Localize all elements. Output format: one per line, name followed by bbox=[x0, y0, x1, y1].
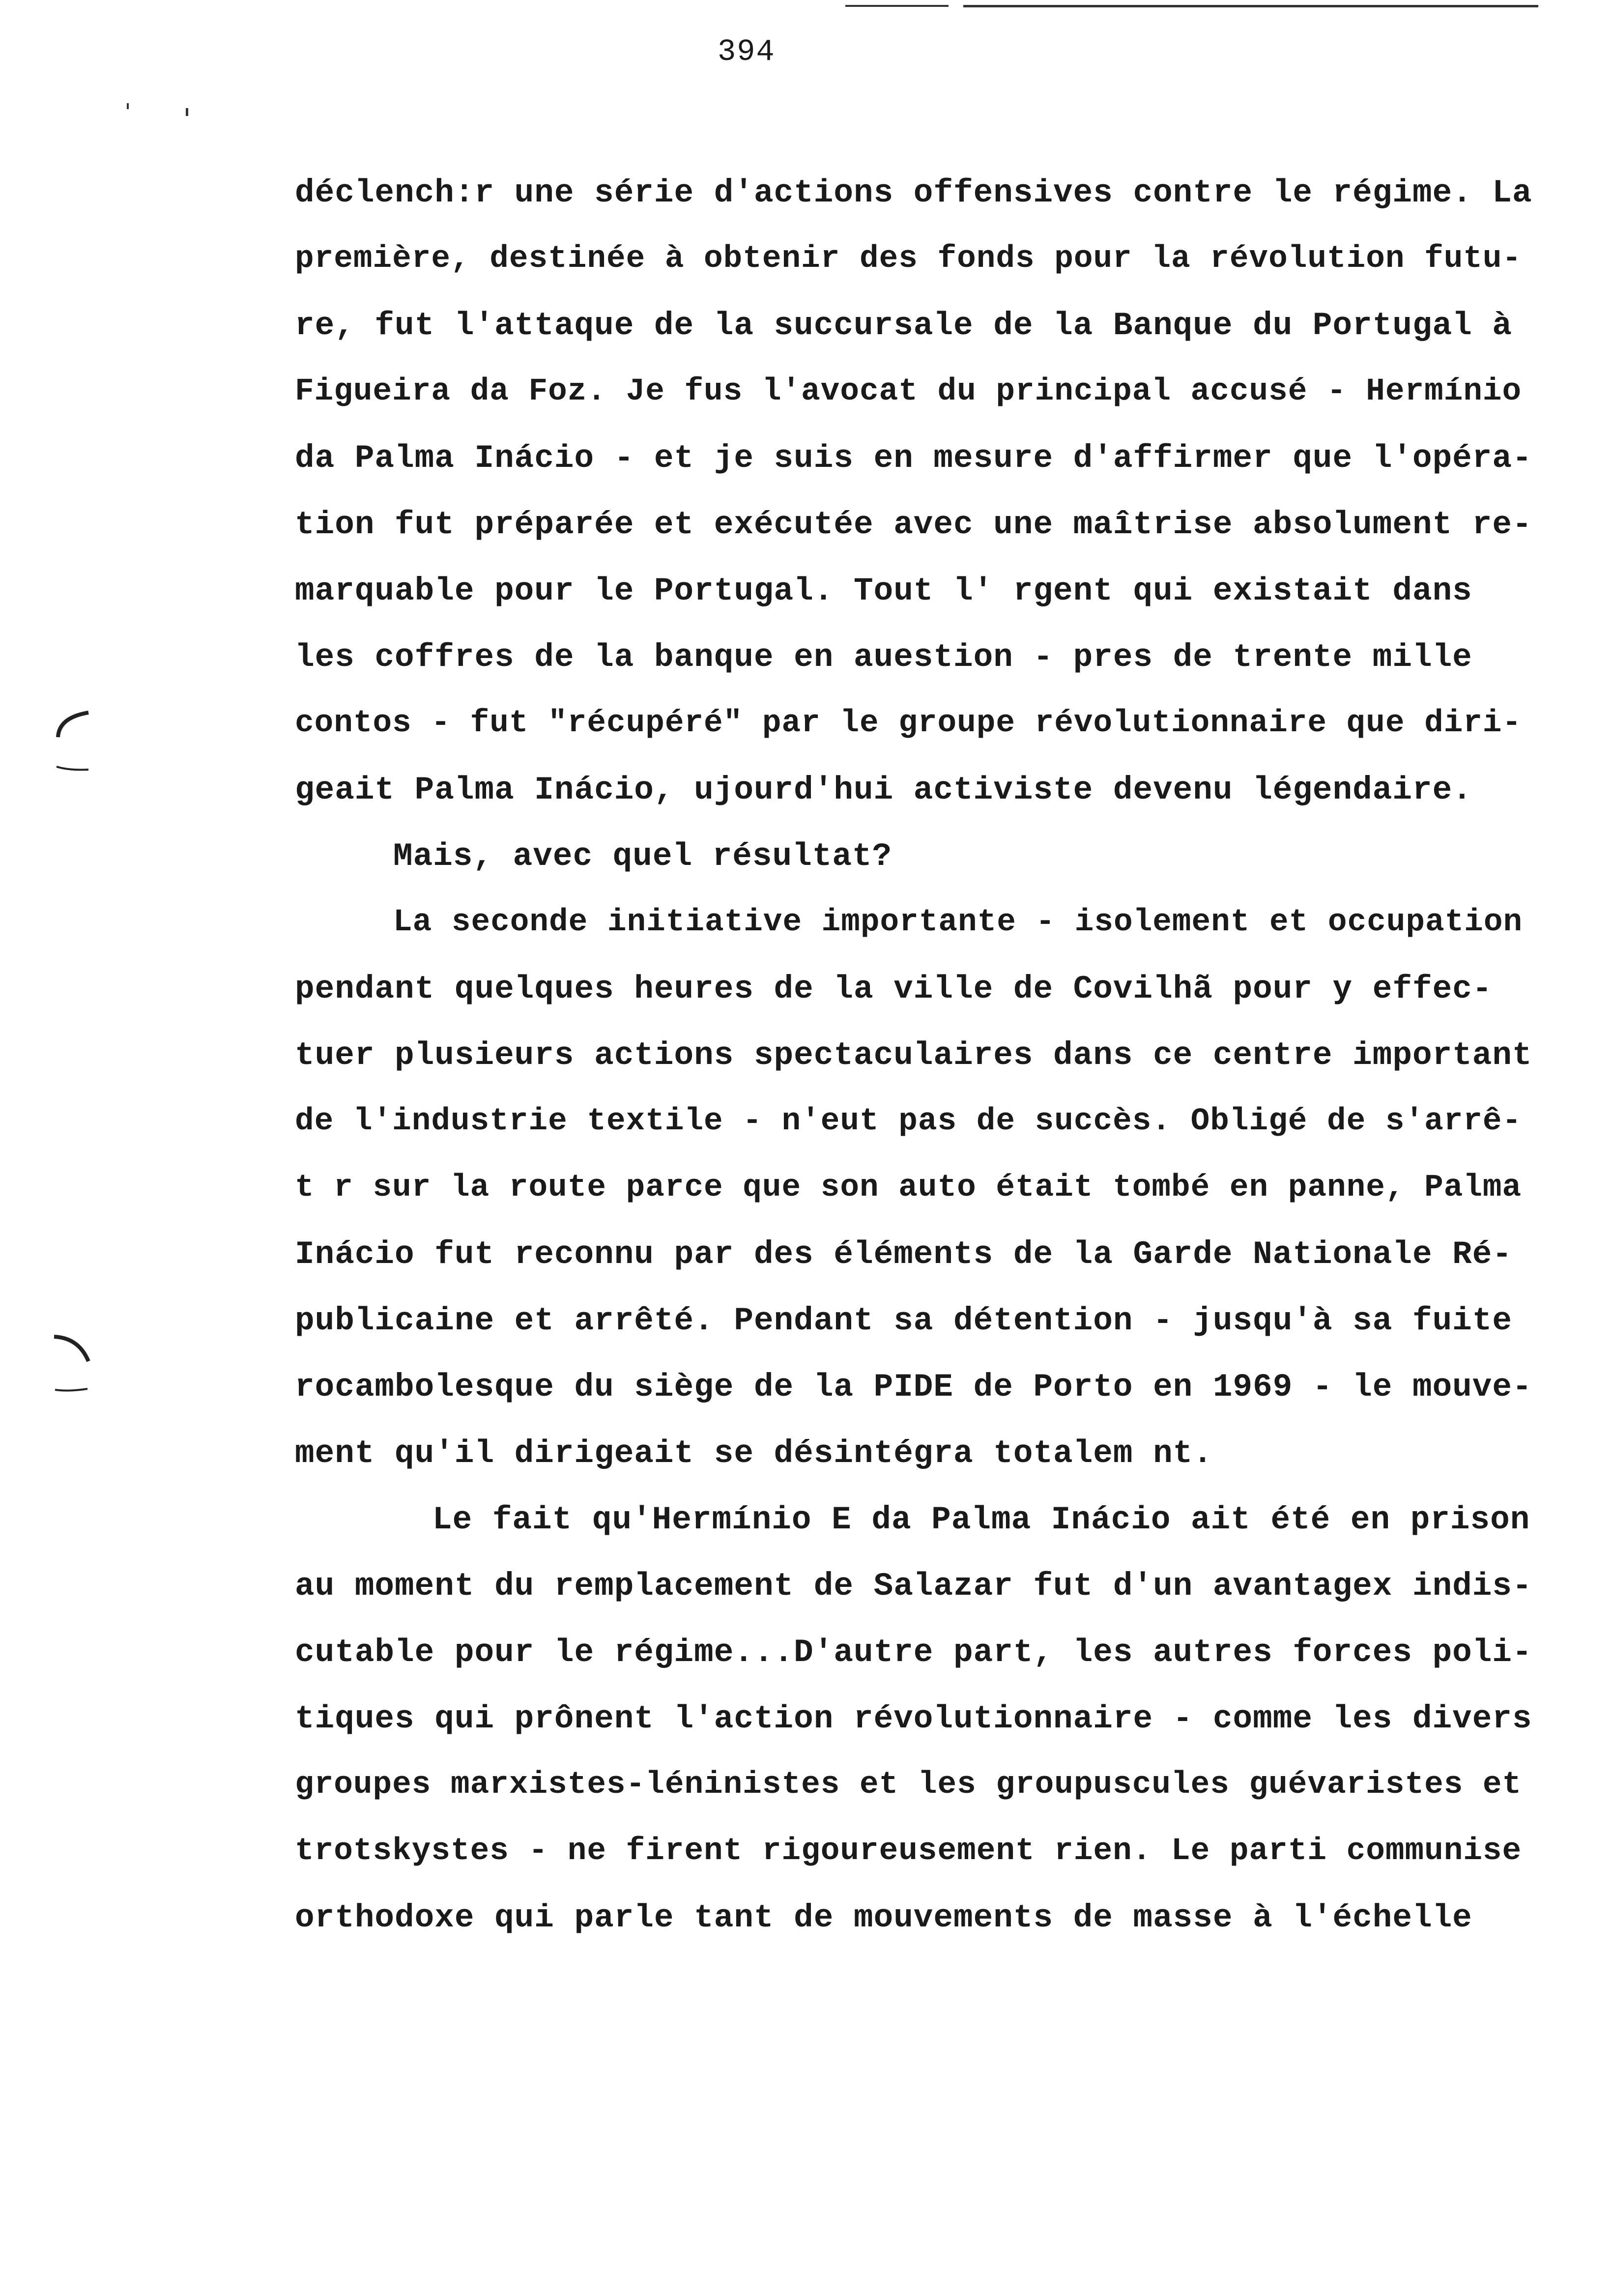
text-line: Le fait qu'Hermínio E da Palma Inácio ait été en prison bbox=[432, 1501, 1530, 1538]
text-line: cutable pour le régime...D'autre part, les autres forces poli- bbox=[295, 1634, 1532, 1671]
margin-bracket-mark bbox=[49, 708, 93, 776]
margin-bracket-mark bbox=[49, 1327, 93, 1396]
top-rule-right bbox=[963, 5, 1538, 7]
text-line: tion fut préparée et exécutée avec une maîtrise absolument re- bbox=[295, 506, 1532, 543]
text-line: tiques qui prônent l'action révolutionnaire - comme les divers bbox=[295, 1700, 1532, 1737]
text-line: trotskystes - ne firent rigoureusement rien. Le parti communise bbox=[295, 1833, 1522, 1869]
text-line: déclench:r une série d'actions offensives contre le régime. La bbox=[295, 174, 1532, 211]
text-line: première, destinée à obtenir des fonds pour la révolution futu- bbox=[295, 241, 1522, 277]
text-line: rocambolesque du siège de la PIDE de Porto en 1969 - le mouve- bbox=[295, 1369, 1532, 1406]
text-line: ment qu'il dirigeait se désintégra totalem nt. bbox=[295, 1435, 1213, 1472]
page-number: 394 bbox=[718, 34, 776, 69]
text-line: groupes marxistes-léninistes et les groupuscules guévaristes et bbox=[295, 1767, 1522, 1803]
text-line: Mais, avec quel résultat? bbox=[393, 838, 892, 875]
text-line: contos - fut "récupéré" par le groupe révolutionnaire que diri- bbox=[295, 705, 1522, 741]
text-line: tuer plusieurs actions spectaculaires dans ce centre important bbox=[295, 1037, 1532, 1074]
text-line: La seconde initiative importante - isolement et occupation bbox=[393, 904, 1523, 940]
margin-tick-mark bbox=[186, 108, 188, 116]
text-line: les coffres de la banque en auestion - pres de trente mille bbox=[295, 639, 1472, 676]
top-rule-left bbox=[845, 5, 949, 7]
text-line: geait Palma Inácio, ujourd'hui activiste devenu légendaire. bbox=[295, 772, 1472, 808]
text-line: pendant quelques heures de la ville de Covilhã pour y effec- bbox=[295, 971, 1493, 1007]
text-line: Inácio fut reconnu par des éléments de la Garde Nationale Ré- bbox=[295, 1236, 1512, 1273]
text-line: Figueira da Foz. Je fus l'avocat du principal accusé - Hermínio bbox=[295, 373, 1522, 409]
text-line: orthodoxe qui parle tant de mouvements de masse à l'échelle bbox=[295, 1899, 1472, 1936]
text-line: au moment du remplacement de Salazar fut d'un avantagex indis- bbox=[295, 1568, 1532, 1605]
text-line: t r sur la route parce que son auto était tombé en panne, Palma bbox=[295, 1170, 1522, 1205]
text-line: da Palma Inácio - et je suis en mesure d'affirmer que l'opéra- bbox=[295, 440, 1532, 477]
text-line: re, fut l'attaque de la succursale de la Banque du Portugal à bbox=[295, 307, 1512, 344]
text-line: marquable pour le Portugal. Tout l' rgent qui existait dans bbox=[295, 573, 1472, 609]
text-line: de l'industrie textile - n'eut pas de succès. Obligé de s'arrê- bbox=[295, 1103, 1522, 1139]
margin-tick-mark bbox=[127, 103, 129, 109]
text-line: publicaine et arrêté. Pendant sa détention - jusqu'à sa fuite bbox=[295, 1302, 1512, 1339]
